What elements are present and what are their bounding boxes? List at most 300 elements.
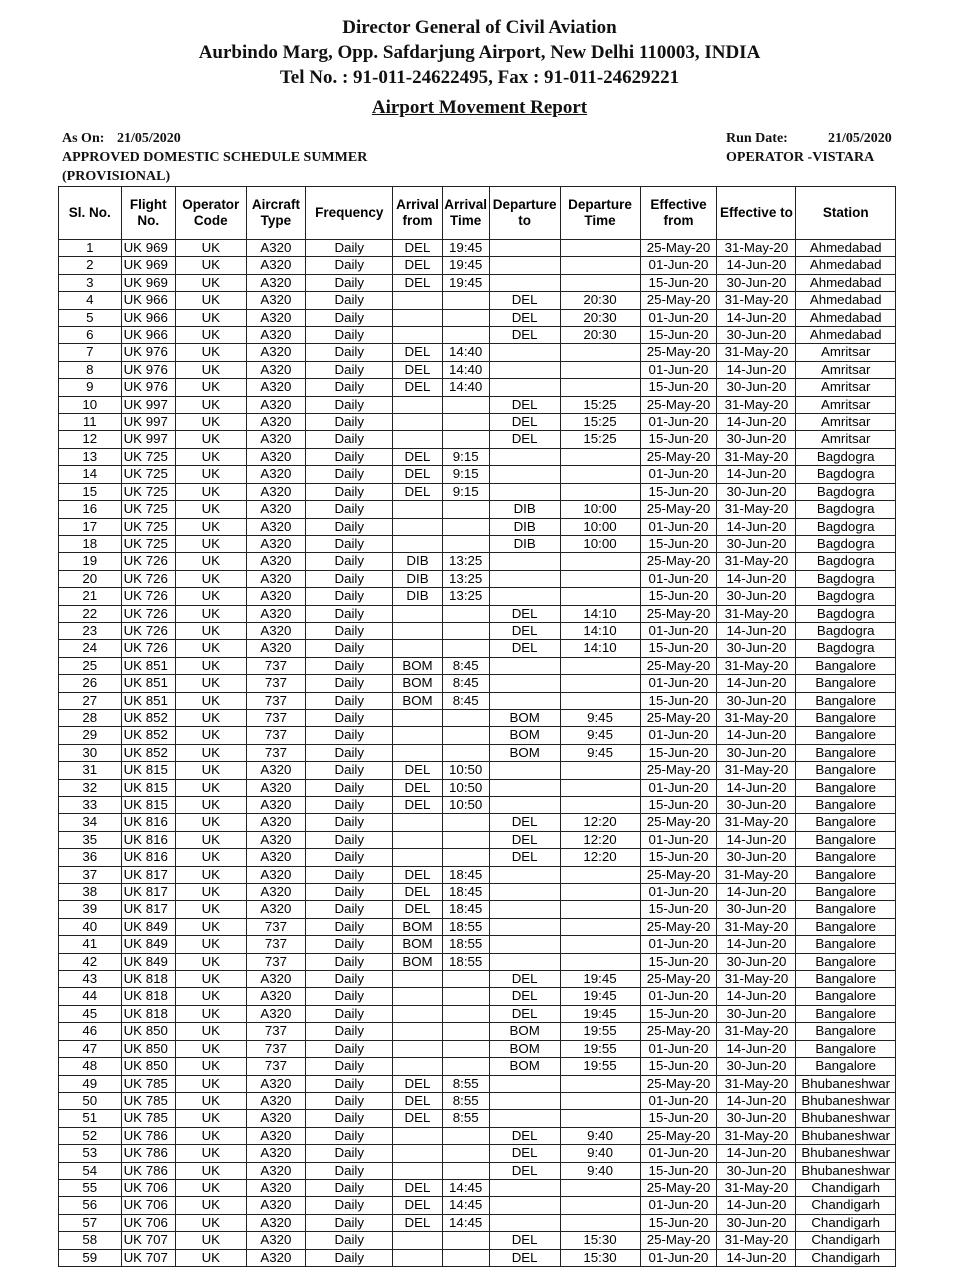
cell-arrival-from bbox=[393, 605, 442, 622]
cell-arrival-from: DEL bbox=[393, 379, 442, 396]
cell-sl-no: 19 bbox=[59, 553, 122, 570]
cell-aircraft-type: A320 bbox=[246, 431, 305, 448]
cell-station: Bagdogra bbox=[796, 518, 896, 535]
cell-effective-to: 14-Jun-20 bbox=[717, 1145, 796, 1162]
cell-departure-time: 14:10 bbox=[560, 640, 640, 657]
table-row bbox=[59, 1232, 896, 1249]
cell-flight-no: UK 785 bbox=[121, 1110, 175, 1127]
cell-station: Bangalore bbox=[796, 988, 896, 1005]
cell-frequency: Daily bbox=[306, 483, 393, 500]
cell-station: Bangalore bbox=[796, 1005, 896, 1022]
cell-departure-time bbox=[560, 361, 640, 378]
cell-operator-code: UK bbox=[175, 936, 246, 953]
col-header-operator-code: Operator Code bbox=[175, 187, 246, 240]
cell-operator-code: UK bbox=[175, 1110, 246, 1127]
cell-departure-time: 19:45 bbox=[560, 1005, 640, 1022]
cell-flight-no: UK 816 bbox=[121, 814, 175, 831]
cell-effective-from: 01-Jun-20 bbox=[640, 1040, 717, 1057]
table-row bbox=[59, 1127, 896, 1144]
cell-operator-code: UK bbox=[175, 814, 246, 831]
cell-arrival-from bbox=[393, 640, 442, 657]
cell-effective-from: 15-Jun-20 bbox=[640, 588, 717, 605]
cell-station: Bangalore bbox=[796, 936, 896, 953]
cell-station: Bangalore bbox=[796, 866, 896, 883]
col-header-effective-to: Effective to bbox=[717, 187, 796, 240]
table-row bbox=[59, 953, 896, 970]
cell-flight-no: UK 969 bbox=[121, 240, 175, 257]
table-row bbox=[59, 431, 896, 448]
cell-arrival-from bbox=[393, 535, 442, 552]
cell-effective-to: 31-May-20 bbox=[717, 1179, 796, 1196]
cell-aircraft-type: A320 bbox=[246, 588, 305, 605]
cell-departure-time bbox=[560, 466, 640, 483]
cell-arrival-time: 18:55 bbox=[442, 936, 489, 953]
cell-station: Bangalore bbox=[796, 953, 896, 970]
table-row bbox=[59, 1197, 896, 1214]
cell-arrival-time bbox=[442, 605, 489, 622]
cell-station: Bagdogra bbox=[796, 570, 896, 587]
cell-flight-no: UK 726 bbox=[121, 570, 175, 587]
cell-station: Bangalore bbox=[796, 762, 896, 779]
cell-sl-no: 23 bbox=[59, 622, 122, 639]
cell-departure-time bbox=[560, 1075, 640, 1092]
cell-effective-from: 01-Jun-20 bbox=[640, 466, 717, 483]
cell-effective-from: 25-May-20 bbox=[640, 344, 717, 361]
cell-station: Bhubaneshwar bbox=[796, 1075, 896, 1092]
cell-effective-to: 30-Jun-20 bbox=[717, 901, 796, 918]
cell-arrival-from: DEL bbox=[393, 1092, 442, 1109]
cell-arrival-from: BOM bbox=[393, 657, 442, 674]
cell-station: Chandigarh bbox=[796, 1232, 896, 1249]
cell-effective-from: 01-Jun-20 bbox=[640, 622, 717, 639]
cell-operator-code: UK bbox=[175, 257, 246, 274]
cell-operator-code: UK bbox=[175, 1145, 246, 1162]
cell-departure-time bbox=[560, 1214, 640, 1231]
cell-arrival-time: 18:55 bbox=[442, 918, 489, 935]
cell-flight-no: UK 725 bbox=[121, 483, 175, 500]
cell-sl-no: 9 bbox=[59, 379, 122, 396]
cell-operator-code: UK bbox=[175, 327, 246, 344]
cell-aircraft-type: A320 bbox=[246, 779, 305, 796]
cell-effective-to: 30-Jun-20 bbox=[717, 692, 796, 709]
cell-frequency: Daily bbox=[306, 448, 393, 465]
cell-departure-to: DEL bbox=[489, 1005, 560, 1022]
cell-station: Bhubaneshwar bbox=[796, 1162, 896, 1179]
cell-frequency: Daily bbox=[306, 1110, 393, 1127]
cell-flight-no: UK 818 bbox=[121, 988, 175, 1005]
cell-flight-no: UK 725 bbox=[121, 466, 175, 483]
cell-arrival-time bbox=[442, 535, 489, 552]
table-row bbox=[59, 1092, 896, 1109]
table-row bbox=[59, 240, 896, 257]
cell-frequency: Daily bbox=[306, 936, 393, 953]
cell-sl-no: 42 bbox=[59, 953, 122, 970]
cell-arrival-from: DEL bbox=[393, 1214, 442, 1231]
col-header-frequency: Frequency bbox=[306, 187, 393, 240]
cell-station: Bangalore bbox=[796, 814, 896, 831]
cell-effective-to: 31-May-20 bbox=[717, 448, 796, 465]
cell-arrival-from: DEL bbox=[393, 1075, 442, 1092]
cell-effective-from: 15-Jun-20 bbox=[640, 692, 717, 709]
cell-operator-code: UK bbox=[175, 1214, 246, 1231]
cell-frequency: Daily bbox=[306, 379, 393, 396]
cell-arrival-time bbox=[442, 622, 489, 639]
table-row bbox=[59, 448, 896, 465]
cell-effective-from: 15-Jun-20 bbox=[640, 535, 717, 552]
cell-flight-no: UK 817 bbox=[121, 901, 175, 918]
cell-effective-from: 15-Jun-20 bbox=[640, 431, 717, 448]
cell-flight-no: UK 850 bbox=[121, 1023, 175, 1040]
cell-aircraft-type: 737 bbox=[246, 953, 305, 970]
cell-aircraft-type: A320 bbox=[246, 327, 305, 344]
col-header-station: Station bbox=[796, 187, 896, 240]
cell-station: Bagdogra bbox=[796, 448, 896, 465]
cell-frequency: Daily bbox=[306, 1040, 393, 1057]
cell-frequency: Daily bbox=[306, 431, 393, 448]
cell-effective-from: 01-Jun-20 bbox=[640, 1249, 717, 1266]
cell-operator-code: UK bbox=[175, 675, 246, 692]
cell-effective-from: 25-May-20 bbox=[640, 762, 717, 779]
cell-operator-code: UK bbox=[175, 483, 246, 500]
cell-arrival-from bbox=[393, 1249, 442, 1266]
cell-arrival-from: BOM bbox=[393, 953, 442, 970]
cell-operator-code: UK bbox=[175, 344, 246, 361]
cell-flight-no: UK 785 bbox=[121, 1075, 175, 1092]
cell-frequency: Daily bbox=[306, 727, 393, 744]
cell-frequency: Daily bbox=[306, 709, 393, 726]
cell-sl-no: 1 bbox=[59, 240, 122, 257]
cell-operator-code: UK bbox=[175, 448, 246, 465]
table-row bbox=[59, 971, 896, 988]
cell-sl-no: 56 bbox=[59, 1197, 122, 1214]
cell-station: Bangalore bbox=[796, 675, 896, 692]
cell-effective-to: 14-Jun-20 bbox=[717, 884, 796, 901]
cell-flight-no: UK 786 bbox=[121, 1127, 175, 1144]
cell-station: Bangalore bbox=[796, 727, 896, 744]
cell-arrival-time: 19:45 bbox=[442, 240, 489, 257]
cell-effective-from: 25-May-20 bbox=[640, 918, 717, 935]
cell-frequency: Daily bbox=[306, 779, 393, 796]
table-row bbox=[59, 379, 896, 396]
cell-arrival-from: DEL bbox=[393, 797, 442, 814]
table-row bbox=[59, 344, 896, 361]
cell-arrival-time bbox=[442, 640, 489, 657]
cell-departure-to bbox=[489, 884, 560, 901]
cell-departure-to bbox=[489, 918, 560, 935]
cell-departure-to bbox=[489, 588, 560, 605]
cell-arrival-from bbox=[393, 396, 442, 413]
cell-departure-to: BOM bbox=[489, 727, 560, 744]
cell-effective-from: 25-May-20 bbox=[640, 866, 717, 883]
cell-arrival-time bbox=[442, 831, 489, 848]
cell-frequency: Daily bbox=[306, 605, 393, 622]
cell-departure-time bbox=[560, 257, 640, 274]
cell-arrival-from: DEL bbox=[393, 901, 442, 918]
cell-departure-to bbox=[489, 257, 560, 274]
cell-flight-no: UK 850 bbox=[121, 1058, 175, 1075]
cell-departure-time: 12:20 bbox=[560, 831, 640, 848]
cell-aircraft-type: A320 bbox=[246, 240, 305, 257]
cell-departure-to bbox=[489, 1092, 560, 1109]
cell-departure-time bbox=[560, 274, 640, 291]
cell-frequency: Daily bbox=[306, 1075, 393, 1092]
cell-departure-to bbox=[489, 1214, 560, 1231]
cell-departure-to: DEL bbox=[489, 1249, 560, 1266]
cell-arrival-from: DEL bbox=[393, 779, 442, 796]
cell-flight-no: UK 966 bbox=[121, 327, 175, 344]
cell-effective-to: 14-Jun-20 bbox=[717, 622, 796, 639]
cell-departure-time bbox=[560, 379, 640, 396]
cell-effective-from: 01-Jun-20 bbox=[640, 779, 717, 796]
cell-departure-time: 14:10 bbox=[560, 605, 640, 622]
cell-station: Bangalore bbox=[796, 797, 896, 814]
cell-station: Amritsar bbox=[796, 414, 896, 431]
cell-departure-to: DEL bbox=[489, 605, 560, 622]
cell-arrival-time bbox=[442, 327, 489, 344]
cell-frequency: Daily bbox=[306, 1023, 393, 1040]
col-header-sl-no: Sl. No. bbox=[59, 187, 122, 240]
cell-departure-time: 15:30 bbox=[560, 1249, 640, 1266]
cell-flight-no: UK 726 bbox=[121, 553, 175, 570]
cell-operator-code: UK bbox=[175, 831, 246, 848]
cell-sl-no: 47 bbox=[59, 1040, 122, 1057]
cell-operator-code: UK bbox=[175, 1249, 246, 1266]
cell-frequency: Daily bbox=[306, 866, 393, 883]
cell-departure-to: DIB bbox=[489, 518, 560, 535]
cell-arrival-time bbox=[442, 396, 489, 413]
cell-effective-from: 15-Jun-20 bbox=[640, 744, 717, 761]
cell-effective-from: 25-May-20 bbox=[640, 657, 717, 674]
cell-frequency: Daily bbox=[306, 918, 393, 935]
cell-departure-time bbox=[560, 657, 640, 674]
cell-departure-to: DIB bbox=[489, 501, 560, 518]
org-name: Director General of Civil Aviation bbox=[342, 17, 617, 38]
cell-station: Bangalore bbox=[796, 884, 896, 901]
cell-departure-to bbox=[489, 1110, 560, 1127]
cell-departure-time bbox=[560, 1197, 640, 1214]
cell-effective-from: 15-Jun-20 bbox=[640, 483, 717, 500]
cell-sl-no: 57 bbox=[59, 1214, 122, 1231]
cell-arrival-from bbox=[393, 1145, 442, 1162]
table-row bbox=[59, 1040, 896, 1057]
as-on-label: As On: bbox=[62, 131, 105, 146]
cell-effective-from: 25-May-20 bbox=[640, 292, 717, 309]
cell-operator-code: UK bbox=[175, 274, 246, 291]
cell-departure-to bbox=[489, 953, 560, 970]
cell-effective-from: 25-May-20 bbox=[640, 396, 717, 413]
table-row bbox=[59, 570, 896, 587]
cell-departure-to bbox=[489, 675, 560, 692]
table-row bbox=[59, 535, 896, 552]
cell-frequency: Daily bbox=[306, 988, 393, 1005]
cell-departure-time bbox=[560, 918, 640, 935]
cell-station: Bangalore bbox=[796, 918, 896, 935]
cell-aircraft-type: A320 bbox=[246, 501, 305, 518]
cell-arrival-time: 18:45 bbox=[442, 901, 489, 918]
cell-operator-code: UK bbox=[175, 501, 246, 518]
cell-arrival-from: DIB bbox=[393, 553, 442, 570]
cell-departure-time bbox=[560, 483, 640, 500]
table-row bbox=[59, 361, 896, 378]
run-date-label: Run Date: bbox=[726, 131, 788, 146]
cell-flight-no: UK 725 bbox=[121, 518, 175, 535]
cell-frequency: Daily bbox=[306, 640, 393, 657]
table-row bbox=[59, 501, 896, 518]
cell-frequency: Daily bbox=[306, 849, 393, 866]
cell-operator-code: UK bbox=[175, 779, 246, 796]
cell-effective-to: 14-Jun-20 bbox=[717, 831, 796, 848]
cell-aircraft-type: A320 bbox=[246, 1110, 305, 1127]
cell-aircraft-type: A320 bbox=[246, 622, 305, 639]
cell-aircraft-type: A320 bbox=[246, 344, 305, 361]
operator-name: OPERATOR -VISTARA bbox=[726, 150, 875, 165]
table-body bbox=[59, 240, 896, 1267]
cell-frequency: Daily bbox=[306, 414, 393, 431]
cell-arrival-time bbox=[442, 1040, 489, 1057]
table-row bbox=[59, 1058, 896, 1075]
cell-sl-no: 54 bbox=[59, 1162, 122, 1179]
cell-departure-time bbox=[560, 344, 640, 361]
cell-station: Amritsar bbox=[796, 396, 896, 413]
table-row bbox=[59, 292, 896, 309]
cell-flight-no: UK 969 bbox=[121, 274, 175, 291]
cell-arrival-time bbox=[442, 1023, 489, 1040]
table-row bbox=[59, 1110, 896, 1127]
cell-arrival-time bbox=[442, 744, 489, 761]
cell-aircraft-type: 737 bbox=[246, 918, 305, 935]
cell-arrival-time bbox=[442, 1127, 489, 1144]
cell-effective-from: 15-Jun-20 bbox=[640, 953, 717, 970]
cell-departure-to bbox=[489, 866, 560, 883]
cell-frequency: Daily bbox=[306, 814, 393, 831]
cell-effective-to: 30-Jun-20 bbox=[717, 744, 796, 761]
cell-aircraft-type: A320 bbox=[246, 762, 305, 779]
cell-departure-to bbox=[489, 483, 560, 500]
table-row bbox=[59, 483, 896, 500]
cell-frequency: Daily bbox=[306, 1127, 393, 1144]
cell-arrival-from: DEL bbox=[393, 866, 442, 883]
cell-departure-to: DEL bbox=[489, 1145, 560, 1162]
table-row bbox=[59, 797, 896, 814]
cell-flight-no: UK 707 bbox=[121, 1249, 175, 1266]
cell-frequency: Daily bbox=[306, 1214, 393, 1231]
cell-flight-no: UK 816 bbox=[121, 831, 175, 848]
cell-operator-code: UK bbox=[175, 414, 246, 431]
cell-station: Bangalore bbox=[796, 657, 896, 674]
cell-flight-no: UK 976 bbox=[121, 379, 175, 396]
table-row bbox=[59, 622, 896, 639]
cell-flight-no: UK 815 bbox=[121, 762, 175, 779]
cell-aircraft-type: A320 bbox=[246, 361, 305, 378]
cell-effective-from: 15-Jun-20 bbox=[640, 379, 717, 396]
cell-operator-code: UK bbox=[175, 553, 246, 570]
cell-arrival-time: 18:55 bbox=[442, 953, 489, 970]
cell-arrival-time bbox=[442, 292, 489, 309]
cell-sl-no: 12 bbox=[59, 431, 122, 448]
cell-arrival-from: BOM bbox=[393, 918, 442, 935]
cell-effective-from: 15-Jun-20 bbox=[640, 1214, 717, 1231]
cell-frequency: Daily bbox=[306, 1058, 393, 1075]
cell-departure-time: 20:30 bbox=[560, 309, 640, 326]
cell-aircraft-type: A320 bbox=[246, 849, 305, 866]
cell-arrival-time: 18:45 bbox=[442, 884, 489, 901]
table-row bbox=[59, 588, 896, 605]
cell-effective-from: 25-May-20 bbox=[640, 501, 717, 518]
cell-operator-code: UK bbox=[175, 744, 246, 761]
cell-arrival-from bbox=[393, 309, 442, 326]
table-row bbox=[59, 866, 896, 883]
cell-effective-to: 30-Jun-20 bbox=[717, 1110, 796, 1127]
table-row bbox=[59, 605, 896, 622]
cell-sl-no: 8 bbox=[59, 361, 122, 378]
cell-sl-no: 20 bbox=[59, 570, 122, 587]
cell-flight-no: UK 706 bbox=[121, 1214, 175, 1231]
cell-arrival-time: 14:40 bbox=[442, 361, 489, 378]
cell-sl-no: 49 bbox=[59, 1075, 122, 1092]
cell-station: Bagdogra bbox=[796, 588, 896, 605]
cell-frequency: Daily bbox=[306, 396, 393, 413]
cell-arrival-from bbox=[393, 1162, 442, 1179]
cell-aircraft-type: 737 bbox=[246, 744, 305, 761]
cell-aircraft-type: A320 bbox=[246, 309, 305, 326]
cell-aircraft-type: A320 bbox=[246, 257, 305, 274]
cell-flight-no: UK 966 bbox=[121, 309, 175, 326]
cell-departure-time bbox=[560, 779, 640, 796]
cell-effective-to: 30-Jun-20 bbox=[717, 327, 796, 344]
cell-arrival-time: 14:45 bbox=[442, 1214, 489, 1231]
cell-flight-no: UK 851 bbox=[121, 675, 175, 692]
table-row bbox=[59, 709, 896, 726]
cell-effective-to: 31-May-20 bbox=[717, 553, 796, 570]
cell-effective-to: 31-May-20 bbox=[717, 240, 796, 257]
cell-operator-code: UK bbox=[175, 866, 246, 883]
cell-flight-no: UK 849 bbox=[121, 918, 175, 935]
cell-effective-to: 31-May-20 bbox=[717, 918, 796, 935]
cell-operator-code: UK bbox=[175, 570, 246, 587]
table-row bbox=[59, 936, 896, 953]
cell-departure-to: BOM bbox=[489, 744, 560, 761]
cell-effective-from: 01-Jun-20 bbox=[640, 361, 717, 378]
col-header-effective-from: Effective from bbox=[640, 187, 717, 240]
cell-arrival-from: DEL bbox=[393, 361, 442, 378]
cell-effective-from: 25-May-20 bbox=[640, 1075, 717, 1092]
cell-flight-no: UK 997 bbox=[121, 414, 175, 431]
cell-operator-code: UK bbox=[175, 1232, 246, 1249]
cell-effective-to: 30-Jun-20 bbox=[717, 431, 796, 448]
table-row bbox=[59, 884, 896, 901]
cell-sl-no: 40 bbox=[59, 918, 122, 935]
cell-sl-no: 48 bbox=[59, 1058, 122, 1075]
cell-departure-time bbox=[560, 884, 640, 901]
cell-effective-from: 25-May-20 bbox=[640, 448, 717, 465]
cell-sl-no: 32 bbox=[59, 779, 122, 796]
cell-sl-no: 58 bbox=[59, 1232, 122, 1249]
cell-sl-no: 29 bbox=[59, 727, 122, 744]
cell-departure-time bbox=[560, 1110, 640, 1127]
col-header-aircraft-type: Aircraft Type bbox=[246, 187, 305, 240]
schedule-title: APPROVED DOMESTIC SCHEDULE SUMMER bbox=[62, 150, 368, 165]
cell-aircraft-type: 737 bbox=[246, 1023, 305, 1040]
cell-aircraft-type: A320 bbox=[246, 1145, 305, 1162]
cell-sl-no: 21 bbox=[59, 588, 122, 605]
cell-flight-no: UK 817 bbox=[121, 884, 175, 901]
col-header-arrival-time: Arrival Time bbox=[442, 187, 489, 240]
cell-aircraft-type: A320 bbox=[246, 1075, 305, 1092]
cell-frequency: Daily bbox=[306, 257, 393, 274]
table-row bbox=[59, 1179, 896, 1196]
cell-effective-from: 25-May-20 bbox=[640, 971, 717, 988]
cell-operator-code: UK bbox=[175, 466, 246, 483]
